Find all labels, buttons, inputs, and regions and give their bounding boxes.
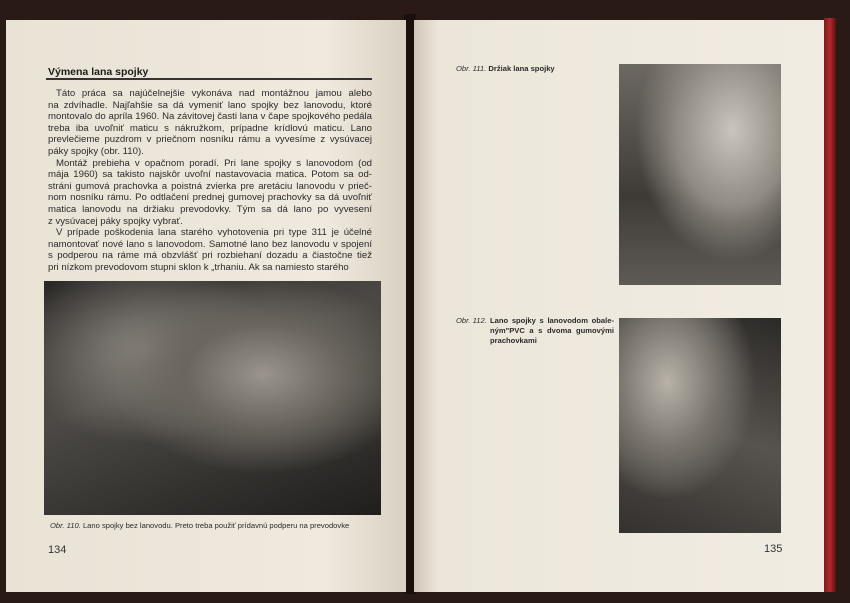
text-line: pri nízkom prevodovom stupni sklon k „trhaniu. Ak sa namiesto starého [48, 262, 349, 273]
figure-111-caption [456, 64, 555, 73]
heading-rule [46, 78, 372, 80]
figure-111-photo [619, 64, 781, 285]
text-line: treba iba uvoľniť maticu s nákružkom, prípadne krídlovú maticu. Lano [48, 122, 372, 134]
text-line: s podperou na ráme má obzvlášť pri rozbiehaní dozadu a čiastočne tiež [48, 250, 372, 262]
figure-110-photo [44, 281, 381, 515]
figure-112-photo [619, 318, 781, 533]
text-line: montovalo do apríla 1960. Na závitovej časti lana v čape spojkového pedála [48, 111, 372, 123]
text-line: Táto práca sa najúčelnejšie vykonáva nad montážnou jamou alebo [56, 88, 372, 99]
caption-text: Držiak lana spojky [488, 64, 555, 73]
text-line: stráni gumová prachovka a poistná zvierka pre aretáciu lanovodu v prieč- [48, 180, 372, 192]
text-line: mája 1960) sa takisto najskôr uvoľní nastavovacia matica. Potom sa od- [48, 169, 372, 181]
page-number-left: 134 [48, 544, 67, 556]
caption-line: Lano spojky s lanovodom obale- [490, 316, 614, 325]
text-line: Montáž prebieha v opačnom poradí. Pri lane spojky s lanovodom (od [56, 157, 372, 169]
caption-line: ným"PVC a s dvoma gumovými [490, 326, 614, 335]
text-line: nom nosníku rámu. Po odtlačení prednej gumovej prachovky sa dá uvoľniť [48, 192, 372, 204]
figure-110-caption [50, 521, 349, 530]
caption-text: Lano spojky bez lanovodu. Preto treba použiť prídavnú podperu na prevodovke [82, 521, 350, 530]
text-line: matica lanovodu na držiaku prevodovky. Tým sa dá lano po vyvesení [48, 204, 372, 215]
figure-label: Obr. 111. [456, 64, 487, 73]
text-line: páky spojky (obr. 110). [48, 146, 144, 157]
figure-label: Obr. 110. [50, 521, 81, 530]
section-heading: Výmena lana spojky [48, 66, 149, 78]
text-line: prevlečieme puzdrom v priečnom nosníku rámu a vyvesíme z vysúvacej [48, 134, 372, 146]
text-line: namontovať nové lano s lanovodom. Samotné lano bez lanovodu v spojení [48, 238, 372, 250]
text-line: V prípade poškodenia lana starého vyhotovenia pri type 311 je účelné [56, 227, 372, 239]
figure-label: Obr. 112. [456, 316, 487, 325]
book-cover-edge [824, 18, 836, 592]
page-number-right: 135 [764, 543, 783, 555]
caption-line: prachovkami [490, 336, 537, 345]
text-line: z vysúvacej páky spojky vybrať. [48, 215, 183, 227]
text-line: na zdvíhadle. Najľahšie sa dá vymeniť lano spojky bez lanovodu, ktoré [48, 99, 372, 111]
